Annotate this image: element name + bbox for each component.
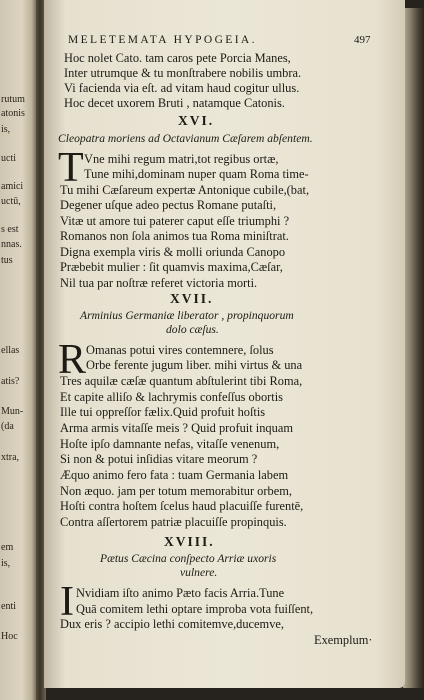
verse-line: Non æquo. jam per totum memorabitur orbem, [60, 484, 292, 498]
verse-line: Æquo animo fero fata : tuam Germania labem [60, 468, 289, 482]
left-fragment: tus [1, 255, 13, 266]
left-fragment: s est [1, 224, 19, 235]
left-fragment: ucti [1, 153, 16, 164]
left-fragment: uctū, [1, 196, 21, 207]
verse-line: Si non & potui inſidias vitare meorum ? [60, 452, 258, 466]
left-fragment: rutum [1, 94, 25, 105]
left-fragment: Mun- [1, 406, 24, 417]
left-fragment: atis? [1, 376, 20, 387]
verse-line: Hoſte ipſo damnante nefas, vitaſſe venenum, [60, 437, 280, 451]
left-fragment: atonis [1, 108, 25, 119]
verse-line: Præbebit mulier : ſit quamvis maxima,Cæſar, [60, 260, 283, 274]
verse-line: Et capite alliſo & lachrymis confeſſus obortis [60, 390, 283, 404]
verse-line: Hoſti contra hoſtem ſcelus haud placuiſſe furentē, [60, 499, 304, 513]
left-fragment: Hoc [1, 631, 18, 642]
verse-line: Tune mihi,dominam nuper quam Roma time- [84, 167, 309, 181]
verse-line: Nil tua par noſtræ referet victoria morti. [60, 276, 258, 290]
catchword: Exemplum· [314, 633, 373, 647]
verse-line: Hoc decet uxorem Bruti , natamque Catonis. [64, 96, 285, 110]
verse-line: Degener uſque adeo pectus Romane putaſti, [60, 198, 277, 212]
verse-line: Tu mihi Cæſareum expertæ Antonique cubile,(bat, [60, 183, 310, 197]
drop-capital: R [58, 337, 87, 383]
left-fragment: nnas. [1, 239, 22, 250]
verse-line: Digna exempla viris & molli oriunda Canopo [60, 245, 286, 259]
page-number: 497 [354, 34, 371, 46]
verse-line: Vne mihi regum matri,tot regibus ortæ, [84, 152, 279, 166]
left-page [0, 0, 36, 700]
left-fragment: em [1, 542, 14, 553]
verse-line: Inter utrumque & tu monſtrabere nobilis umbra. [64, 66, 302, 80]
left-fragment: (da [1, 421, 14, 432]
running-title: MELETEMATA HYPOGEIA. [68, 34, 257, 46]
verse-line: Vitæ ut amore tui paterer caput eſſe triumphi ? [60, 214, 290, 228]
section-title: vulnere. [180, 566, 218, 579]
left-fragment: ellas [1, 345, 20, 356]
section-title: Cleopatra moriens ad Octavianum Cæſarem abſentem. [58, 132, 313, 145]
section-numeral: XVII. [170, 291, 214, 306]
verse-line: Omanas potui vires contemnere, ſolus [86, 343, 274, 357]
left-fragment: enti [1, 601, 16, 612]
verse-line: Tres aquilæ cæſæ quantum abſtulerint tibi Roma, [60, 374, 303, 388]
page-edge [403, 8, 424, 688]
left-fragment: amici [1, 181, 24, 192]
section-numeral: XVIII. [164, 534, 215, 549]
drop-capital: I [60, 579, 74, 625]
verse-line: Romanos non ſola animos tua Roma miniſtrat. [60, 229, 289, 243]
verse-line: Arma armis vitaſſe meis ? Quid profuit inquam [60, 421, 293, 435]
left-fragment: xtra, [1, 452, 20, 463]
section-numeral: XVI. [178, 113, 215, 128]
section-title: Pætus Cæcina conſpecto Arriæ uxoris [100, 552, 277, 565]
verse-line: Ille tui oppreſſor fælix.Quid profuit hoſtis [60, 405, 266, 419]
section-title: Arminius Germaniæ liberator , propinquorum [80, 309, 294, 322]
right-page [44, 0, 405, 688]
verse-line: Orbe ferente jugum liber. mihi virtus & una [86, 358, 303, 372]
verse-line: Contra aſſertorem patriæ placuiſſe propinquis. [60, 515, 287, 529]
verse-line: Hoc nolet Cato. tam caros pete Porcia Manes, [64, 51, 291, 65]
verse-line: Quā comitem lethi optare improba vota fuiſſent, [76, 602, 314, 616]
verse-line: Vi facienda via eſt. ad vitam haud cogitur ullus. [64, 81, 300, 95]
section-title: dolo cæſus. [166, 323, 219, 336]
drop-capital: T [58, 145, 84, 191]
verse-line: Nvidiam iſto animo Pæto facis Arria.Tune [76, 586, 285, 600]
left-fragment: is, [1, 124, 11, 135]
verse-line: Dux eris ? accipio lethi comitemve,ducemve, [60, 617, 284, 631]
page-text [44, 0, 405, 688]
left-fragment: is, [1, 558, 11, 569]
